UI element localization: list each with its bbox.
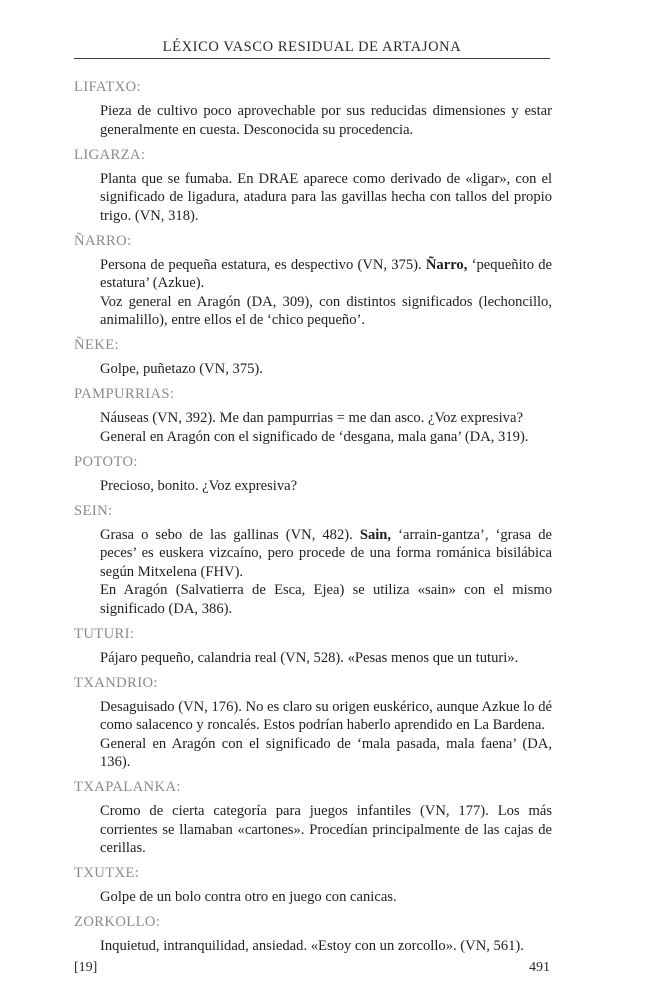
dictionary-entry: [74, 778, 552, 858]
definition-text: Inquietud, intranquilidad, ansiedad. «Estoy con un zorcollo». (VN, 561).: [100, 938, 524, 954]
definition-paragraph: [100, 477, 552, 496]
dictionary-entry: [74, 674, 552, 772]
entry-headword: TXANDRIO:: [74, 674, 158, 691]
entry-definition: [100, 170, 552, 226]
entry-definition: [100, 937, 552, 956]
definition-paragraph: [100, 360, 552, 379]
entry-definition: [100, 526, 552, 619]
entry-headword: TUTURI:: [74, 625, 135, 642]
entry-headword: POTOTO:: [74, 453, 138, 470]
definition-text: General en Aragón con el significado de ‘desgana, mala gana’ (DA, 319).: [100, 428, 529, 445]
left-folio-marker: [19]: [74, 960, 98, 975]
dictionary-entries: [74, 78, 552, 962]
definition-text: Persona de pequeña estatura, es despectivo (VN, 375).: [100, 256, 426, 273]
dictionary-entry: [74, 453, 552, 496]
cited-form: Ñarro,: [425, 256, 468, 273]
entry-definition: [100, 698, 552, 772]
dictionary-entry: [74, 385, 552, 446]
definition-paragraph: [100, 293, 552, 330]
running-title: LÉXICO VASCO RESIDUAL DE ARTAJONA: [162, 39, 462, 55]
entry-definition: [100, 102, 552, 139]
dictionary-entry: [74, 146, 552, 226]
entry-headword: ÑARRO:: [74, 232, 132, 249]
dictionary-entry: [74, 913, 552, 956]
definition-text: ‘pequeñito de estatura’ (Azkue).: [100, 256, 552, 291]
entry-definition: [100, 477, 552, 496]
entry-definition: [100, 888, 552, 907]
entry-headword: SEIN:: [74, 502, 113, 519]
cited-form: Sain,: [359, 526, 392, 543]
definition-text: General en Aragón con el significado de ‘mala pasada, mala faena’ (DA, 136).: [100, 735, 552, 770]
definition-paragraph: [100, 526, 552, 582]
definition-text: ‘arrain-gantza’, ‘grasa de peces’ es euskera vizcaíno, pero procede de una forma románica bisilábica según Mitxelena (FHV).: [100, 526, 552, 580]
definition-text: Pieza de cultivo poco aprovechable por sus reducidas dimensiones y estar generalmente en cuesta. Desconocida su procedencia.: [100, 103, 552, 138]
entry-headword: LIFATXO:: [74, 79, 141, 95]
definition-paragraph: [100, 649, 552, 668]
definition-text: Voz general en Aragón (DA, 309), con distintos significados (lechoncillo, animalillo), entre ellos el de ‘chico pequeño’.: [100, 293, 552, 328]
definition-paragraph: [100, 937, 552, 956]
definition-text: Cromo de cierta categoría para juegos infantiles (VN, 177). Los más corrientes se llamaban «cartones». Procedían principalmente de las cajas de cerillas.: [100, 803, 552, 856]
definition-paragraph: [100, 256, 552, 293]
entry-definition: [100, 360, 552, 379]
definition-paragraph: [100, 102, 552, 139]
definition-paragraph: [100, 735, 552, 772]
entry-definition: [100, 649, 552, 668]
definition-text: Náuseas (VN, 392). Me dan pampurrias = me dan asco. ¿Voz expresiva?: [100, 410, 523, 426]
definition-text: Golpe de un bolo contra otro en juego con canicas.: [100, 889, 397, 905]
entry-headword: TXUTXE:: [74, 865, 140, 881]
definition-paragraph: [100, 698, 552, 735]
dictionary-entry: [74, 232, 552, 330]
definition-paragraph: [100, 428, 552, 447]
header-rule: [74, 58, 550, 59]
dictionary-entry: [74, 78, 552, 139]
definition-text: Grasa o sebo de las gallinas (VN, 482).: [100, 526, 360, 543]
entry-headword: ÑEKE:: [74, 337, 119, 353]
definition-paragraph: [100, 888, 552, 907]
dictionary-entry: [74, 336, 552, 379]
page-number: 491: [529, 960, 550, 975]
definition-paragraph: [100, 409, 552, 428]
definition-text: En Aragón (Salvatierra de Esca, Ejea) se utiliza «sain» con el mismo significado (DA, 386).: [100, 582, 552, 617]
entry-definition: [100, 802, 552, 858]
definition-text: Desaguisado (VN, 176). No es claro su origen euskérico, aunque Azkue lo dé como salacenco y roncalés. Estos podrían haberlo aprendido en La Bardena.: [100, 698, 552, 733]
entry-definition: [100, 256, 552, 330]
definition-text: Precioso, bonito. ¿Voz expresiva?: [100, 477, 298, 494]
dictionary-entry: [74, 625, 552, 668]
dictionary-entry: [74, 864, 552, 907]
definition-paragraph: [100, 581, 552, 618]
dictionary-entry: [74, 502, 552, 619]
definition-text: Pájaro pequeño, calandria real (VN, 528). «Pesas menos que un tuturi».: [100, 649, 519, 666]
entry-headword: ZORKOLLO:: [74, 914, 161, 930]
definition-text: Planta que se fumaba. En DRAE aparece como derivado de «ligar», con el significado de ligadura, atadura para las gavillas hecha con tallos del propio trigo. (VN, 318).: [100, 170, 552, 224]
entry-definition: [100, 409, 552, 446]
definition-text: Golpe, puñetazo (VN, 375).: [100, 361, 263, 377]
entry-headword: LIGARZA:: [74, 146, 146, 163]
definition-paragraph: [100, 802, 552, 858]
definition-paragraph: [100, 170, 552, 226]
entry-headword: TXAPALANKA:: [74, 779, 181, 795]
entry-headword: PAMPURRIAS:: [74, 386, 175, 402]
